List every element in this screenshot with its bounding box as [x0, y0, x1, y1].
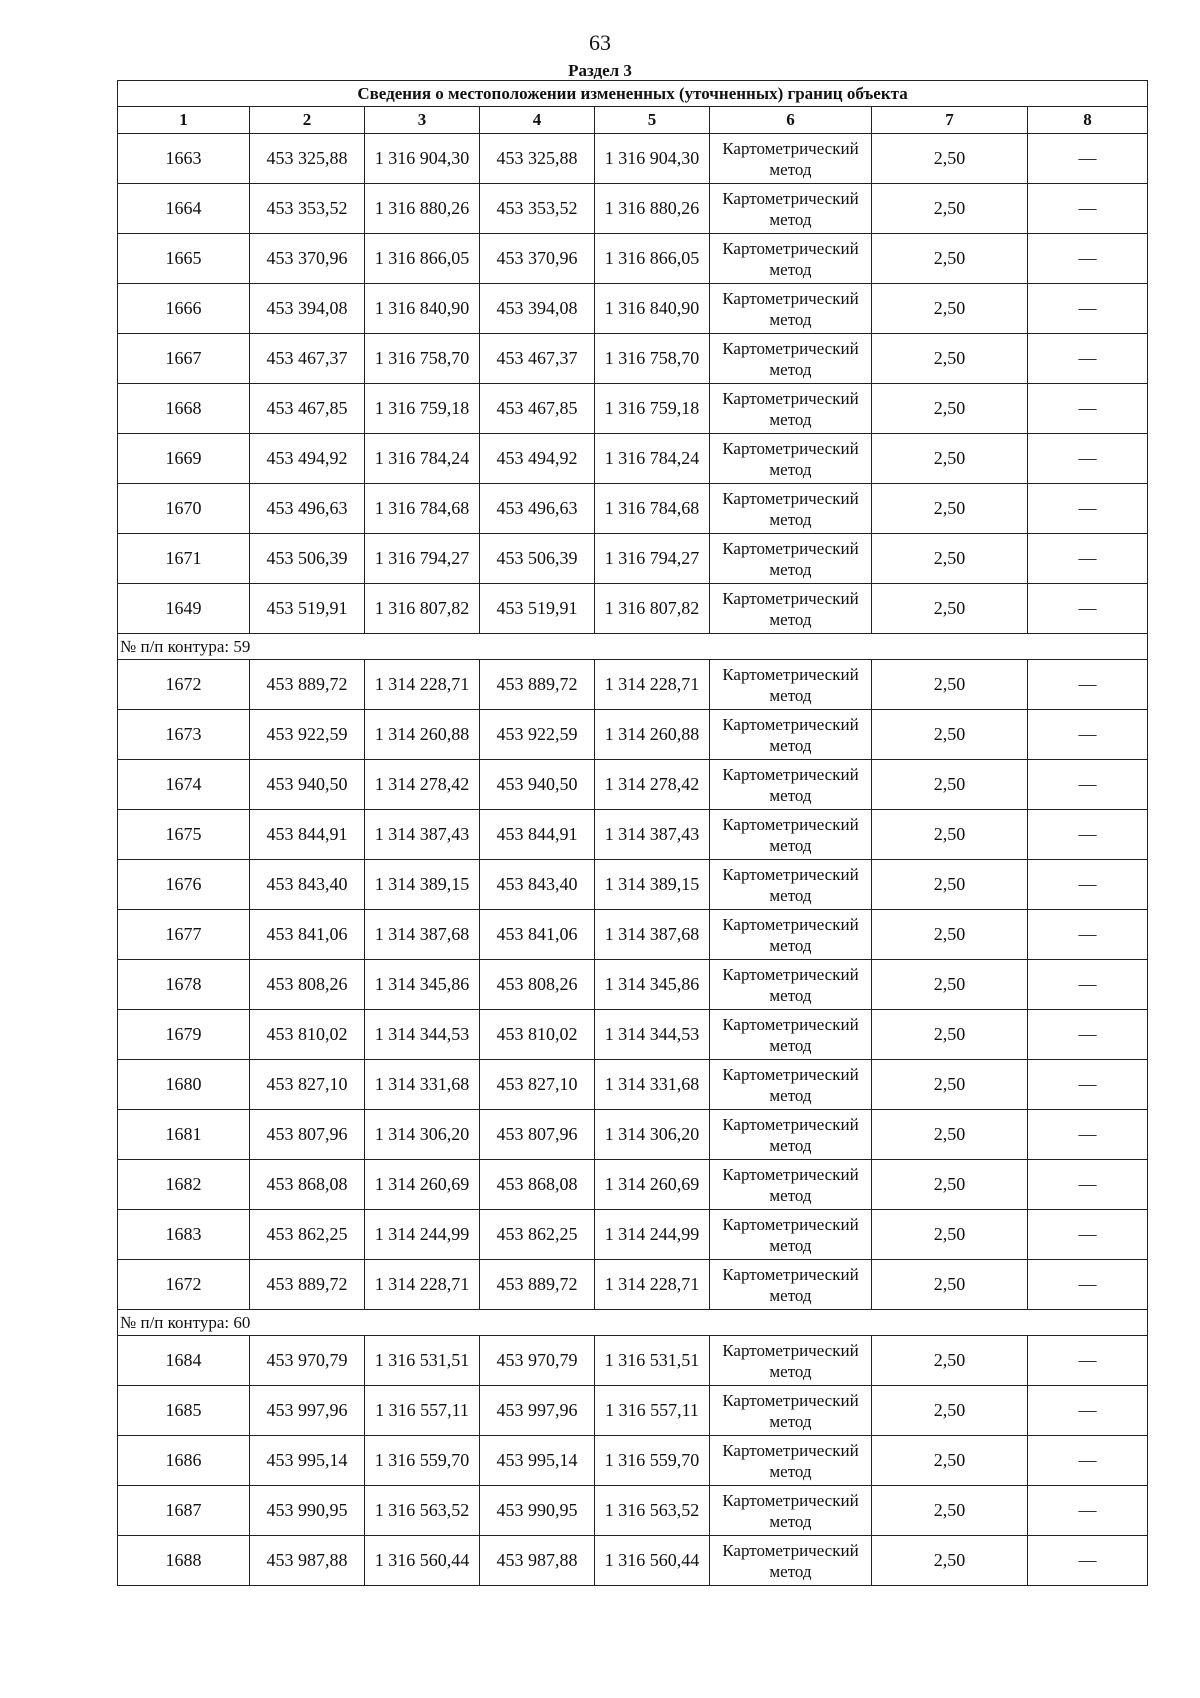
cell-method: Картометрический метод [710, 860, 872, 910]
cell-point-number: 1672 [118, 1260, 250, 1310]
cell-y-new: 1 314 331,68 [595, 1060, 710, 1110]
cell-y-new: 1 316 557,11 [595, 1386, 710, 1436]
cell-y-old: 1 314 228,71 [365, 1260, 480, 1310]
cell-description: — [1028, 384, 1148, 434]
column-header-1: 1 [118, 107, 250, 134]
table-row [118, 1486, 1148, 1536]
cell-x-new: 453 496,63 [480, 484, 595, 534]
cell-method: Картометрический метод [710, 910, 872, 960]
cell-method: Картометрический метод [710, 184, 872, 234]
cell-x-old: 453 467,85 [250, 384, 365, 434]
cell-y-old: 1 314 387,43 [365, 810, 480, 860]
cell-y-new: 1 316 784,68 [595, 484, 710, 534]
cell-x-new: 453 862,25 [480, 1210, 595, 1260]
table-row [118, 1260, 1148, 1310]
cell-method: Картометрический метод [710, 810, 872, 860]
cell-y-old: 1 316 759,18 [365, 384, 480, 434]
cell-point-number: 1668 [118, 384, 250, 434]
table-row [118, 910, 1148, 960]
table-row [118, 134, 1148, 184]
cell-y-old: 1 316 807,82 [365, 584, 480, 634]
cell-x-old: 453 353,52 [250, 184, 365, 234]
cell-x-new: 453 467,37 [480, 334, 595, 384]
cell-method: Картометрический метод [710, 1110, 872, 1160]
cell-x-old: 453 940,50 [250, 760, 365, 810]
table-row [118, 584, 1148, 634]
cell-description: — [1028, 584, 1148, 634]
cell-method: Картометрический метод [710, 1010, 872, 1060]
cell-y-new: 1 316 880,26 [595, 184, 710, 234]
cell-x-new: 453 519,91 [480, 584, 595, 634]
cell-point-number: 1669 [118, 434, 250, 484]
cell-x-new: 453 997,96 [480, 1386, 595, 1436]
cell-y-old: 1 314 260,88 [365, 710, 480, 760]
cell-y-old: 1 316 557,11 [365, 1386, 480, 1436]
column-header-2: 2 [250, 107, 365, 134]
cell-method: Картометрический метод [710, 1386, 872, 1436]
cell-method: Картометрический метод [710, 1060, 872, 1110]
cell-point-number: 1673 [118, 710, 250, 760]
cell-method: Картометрический метод [710, 384, 872, 434]
cell-x-new: 453 827,10 [480, 1060, 595, 1110]
cell-point-number: 1680 [118, 1060, 250, 1110]
cell-description: — [1028, 184, 1148, 234]
cell-x-new: 453 841,06 [480, 910, 595, 960]
cell-y-old: 1 314 306,20 [365, 1110, 480, 1160]
cell-x-new: 453 810,02 [480, 1010, 595, 1060]
cell-accuracy: 2,50 [872, 760, 1028, 810]
cell-x-new: 453 506,39 [480, 534, 595, 584]
table-row [118, 284, 1148, 334]
table-row [118, 760, 1148, 810]
cell-y-new: 1 316 784,24 [595, 434, 710, 484]
cell-point-number: 1667 [118, 334, 250, 384]
cell-y-old: 1 314 344,53 [365, 1010, 480, 1060]
cell-accuracy: 2,50 [872, 1486, 1028, 1536]
cell-y-old: 1 314 260,69 [365, 1160, 480, 1210]
cell-accuracy: 2,50 [872, 534, 1028, 584]
cell-description: — [1028, 1536, 1148, 1586]
cell-x-new: 453 370,96 [480, 234, 595, 284]
cell-accuracy: 2,50 [872, 484, 1028, 534]
cell-method: Картометрический метод [710, 660, 872, 710]
cell-method: Картометрический метод [710, 284, 872, 334]
cell-accuracy: 2,50 [872, 860, 1028, 910]
cell-y-new: 1 314 260,88 [595, 710, 710, 760]
cell-description: — [1028, 860, 1148, 910]
cell-y-new: 1 314 244,99 [595, 1210, 710, 1260]
cell-x-old: 453 970,79 [250, 1336, 365, 1386]
table-row [118, 534, 1148, 584]
cell-accuracy: 2,50 [872, 334, 1028, 384]
contour-label: № п/п контура: 59 [118, 634, 1148, 660]
cell-y-new: 1 316 794,27 [595, 534, 710, 584]
cell-y-old: 1 314 331,68 [365, 1060, 480, 1110]
cell-description: — [1028, 484, 1148, 534]
table-row [118, 1060, 1148, 1110]
cell-description: — [1028, 434, 1148, 484]
cell-x-new: 453 995,14 [480, 1436, 595, 1486]
cell-y-new: 1 316 758,70 [595, 334, 710, 384]
coordinates-table-container [117, 80, 1147, 1586]
cell-accuracy: 2,50 [872, 234, 1028, 284]
cell-point-number: 1687 [118, 1486, 250, 1536]
cell-accuracy: 2,50 [872, 584, 1028, 634]
cell-method: Картометрический метод [710, 484, 872, 534]
cell-y-new: 1 316 531,51 [595, 1336, 710, 1386]
cell-description: — [1028, 1110, 1148, 1160]
table-row [118, 660, 1148, 710]
cell-y-new: 1 314 228,71 [595, 660, 710, 710]
column-header-row [118, 107, 1148, 134]
cell-y-new: 1 314 345,86 [595, 960, 710, 1010]
cell-accuracy: 2,50 [872, 1260, 1028, 1310]
cell-method: Картометрический метод [710, 1210, 872, 1260]
cell-y-new: 1 316 840,90 [595, 284, 710, 334]
cell-method: Картометрический метод [710, 760, 872, 810]
cell-accuracy: 2,50 [872, 660, 1028, 710]
cell-y-new: 1 314 387,68 [595, 910, 710, 960]
cell-description: — [1028, 334, 1148, 384]
table-row [118, 434, 1148, 484]
cell-accuracy: 2,50 [872, 1386, 1028, 1436]
cell-point-number: 1670 [118, 484, 250, 534]
cell-x-new: 453 843,40 [480, 860, 595, 910]
table-title: Сведения о местоположении измененных (уточненных) границ объекта [118, 81, 1148, 107]
table-title-row [118, 81, 1148, 107]
page-number: 63 [589, 30, 611, 55]
cell-x-new: 453 889,72 [480, 1260, 595, 1310]
table-row [118, 234, 1148, 284]
cell-x-old: 453 467,37 [250, 334, 365, 384]
table-row [118, 1210, 1148, 1260]
cell-y-new: 1 314 387,43 [595, 810, 710, 860]
cell-point-number: 1685 [118, 1386, 250, 1436]
cell-y-old: 1 314 387,68 [365, 910, 480, 960]
cell-accuracy: 2,50 [872, 134, 1028, 184]
cell-method: Картометрический метод [710, 1486, 872, 1536]
cell-x-old: 453 843,40 [250, 860, 365, 910]
cell-method: Картометрический метод [710, 534, 872, 584]
cell-x-old: 453 862,25 [250, 1210, 365, 1260]
cell-x-new: 453 494,92 [480, 434, 595, 484]
cell-accuracy: 2,50 [872, 910, 1028, 960]
table-row [118, 1386, 1148, 1436]
cell-y-new: 1 314 389,15 [595, 860, 710, 910]
cell-point-number: 1671 [118, 534, 250, 584]
table-row [118, 1436, 1148, 1486]
cell-method: Картометрический метод [710, 584, 872, 634]
column-header-5: 5 [595, 107, 710, 134]
cell-x-new: 453 394,08 [480, 284, 595, 334]
cell-x-new: 453 940,50 [480, 760, 595, 810]
cell-x-old: 453 844,91 [250, 810, 365, 860]
cell-x-old: 453 808,26 [250, 960, 365, 1010]
cell-y-new: 1 314 228,71 [595, 1260, 710, 1310]
cell-x-old: 453 889,72 [250, 1260, 365, 1310]
table-row [118, 1110, 1148, 1160]
cell-y-new: 1 314 306,20 [595, 1110, 710, 1160]
cell-point-number: 1666 [118, 284, 250, 334]
cell-accuracy: 2,50 [872, 434, 1028, 484]
cell-x-new: 453 990,95 [480, 1486, 595, 1536]
cell-point-number: 1678 [118, 960, 250, 1010]
cell-accuracy: 2,50 [872, 1160, 1028, 1210]
cell-y-new: 1 316 563,52 [595, 1486, 710, 1536]
cell-point-number: 1688 [118, 1536, 250, 1586]
cell-x-new: 453 987,88 [480, 1536, 595, 1586]
contour-label: № п/п контура: 60 [118, 1310, 1148, 1336]
cell-description: — [1028, 234, 1148, 284]
cell-point-number: 1664 [118, 184, 250, 234]
cell-y-old: 1 316 904,30 [365, 134, 480, 184]
table-row [118, 1336, 1148, 1386]
cell-accuracy: 2,50 [872, 1536, 1028, 1586]
cell-description: — [1028, 660, 1148, 710]
cell-x-old: 453 889,72 [250, 660, 365, 710]
cell-y-new: 1 316 560,44 [595, 1536, 710, 1586]
cell-accuracy: 2,50 [872, 384, 1028, 434]
cell-description: — [1028, 1160, 1148, 1210]
cell-x-new: 453 467,85 [480, 384, 595, 434]
cell-description: — [1028, 710, 1148, 760]
cell-y-new: 1 314 260,69 [595, 1160, 710, 1210]
column-header-3: 3 [365, 107, 480, 134]
cell-method: Картометрический метод [710, 334, 872, 384]
cell-x-old: 453 494,92 [250, 434, 365, 484]
cell-x-old: 453 995,14 [250, 1436, 365, 1486]
cell-y-old: 1 314 228,71 [365, 660, 480, 710]
cell-x-old: 453 394,08 [250, 284, 365, 334]
cell-point-number: 1683 [118, 1210, 250, 1260]
cell-accuracy: 2,50 [872, 710, 1028, 760]
cell-accuracy: 2,50 [872, 810, 1028, 860]
cell-x-old: 453 922,59 [250, 710, 365, 760]
cell-description: — [1028, 1336, 1148, 1386]
cell-point-number: 1684 [118, 1336, 250, 1386]
cell-accuracy: 2,50 [872, 1336, 1028, 1386]
cell-y-old: 1 316 880,26 [365, 184, 480, 234]
cell-point-number: 1672 [118, 660, 250, 710]
cell-description: — [1028, 960, 1148, 1010]
cell-y-old: 1 314 389,15 [365, 860, 480, 910]
cell-point-number: 1675 [118, 810, 250, 860]
cell-y-new: 1 314 344,53 [595, 1010, 710, 1060]
cell-y-new: 1 316 866,05 [595, 234, 710, 284]
cell-method: Картометрический метод [710, 1160, 872, 1210]
cell-y-new: 1 316 559,70 [595, 1436, 710, 1486]
table-row [118, 334, 1148, 384]
cell-description: — [1028, 760, 1148, 810]
cell-y-old: 1 316 794,27 [365, 534, 480, 584]
cell-method: Картометрический метод [710, 710, 872, 760]
cell-point-number: 1665 [118, 234, 250, 284]
table-row [118, 1536, 1148, 1586]
cell-x-new: 453 889,72 [480, 660, 595, 710]
cell-y-new: 1 316 807,82 [595, 584, 710, 634]
cell-y-old: 1 316 784,24 [365, 434, 480, 484]
cell-description: — [1028, 1210, 1148, 1260]
cell-x-new: 453 844,91 [480, 810, 595, 860]
cell-method: Картометрический метод [710, 434, 872, 484]
cell-method: Картометрический метод [710, 1336, 872, 1386]
cell-x-new: 453 808,26 [480, 960, 595, 1010]
table-body [118, 81, 1148, 1586]
cell-point-number: 1676 [118, 860, 250, 910]
cell-y-new: 1 314 278,42 [595, 760, 710, 810]
cell-description: — [1028, 1060, 1148, 1110]
table-row [118, 184, 1148, 234]
cell-y-old: 1 316 559,70 [365, 1436, 480, 1486]
cell-method: Картометрический метод [710, 1536, 872, 1586]
cell-accuracy: 2,50 [872, 960, 1028, 1010]
cell-method: Картометрический метод [710, 134, 872, 184]
table-row [118, 810, 1148, 860]
cell-y-old: 1 316 560,44 [365, 1536, 480, 1586]
cell-y-new: 1 316 904,30 [595, 134, 710, 184]
table-row [118, 1010, 1148, 1060]
table-row [118, 710, 1148, 760]
cell-x-new: 453 325,88 [480, 134, 595, 184]
cell-point-number: 1686 [118, 1436, 250, 1486]
cell-point-number: 1677 [118, 910, 250, 960]
cell-accuracy: 2,50 [872, 1110, 1028, 1160]
cell-x-old: 453 827,10 [250, 1060, 365, 1110]
cell-x-old: 453 868,08 [250, 1160, 365, 1210]
cell-x-old: 453 325,88 [250, 134, 365, 184]
cell-x-old: 453 987,88 [250, 1536, 365, 1586]
cell-point-number: 1674 [118, 760, 250, 810]
cell-y-old: 1 316 784,68 [365, 484, 480, 534]
cell-x-old: 453 810,02 [250, 1010, 365, 1060]
cell-y-old: 1 314 345,86 [365, 960, 480, 1010]
cell-method: Картометрический метод [710, 960, 872, 1010]
cell-x-old: 453 807,96 [250, 1110, 365, 1160]
cell-accuracy: 2,50 [872, 1010, 1028, 1060]
cell-x-old: 453 370,96 [250, 234, 365, 284]
cell-point-number: 1649 [118, 584, 250, 634]
table-row [118, 384, 1148, 434]
coordinates-table [117, 80, 1148, 1586]
cell-y-old: 1 316 563,52 [365, 1486, 480, 1536]
cell-x-old: 453 506,39 [250, 534, 365, 584]
contour-row [118, 634, 1148, 660]
column-header-8: 8 [1028, 107, 1148, 134]
cell-method: Картометрический метод [710, 1436, 872, 1486]
cell-description: — [1028, 1486, 1148, 1536]
cell-x-new: 453 922,59 [480, 710, 595, 760]
cell-x-new: 453 868,08 [480, 1160, 595, 1210]
cell-accuracy: 2,50 [872, 1060, 1028, 1110]
cell-description: — [1028, 1010, 1148, 1060]
table-row [118, 960, 1148, 1010]
cell-x-new: 453 807,96 [480, 1110, 595, 1160]
cell-accuracy: 2,50 [872, 1210, 1028, 1260]
cell-accuracy: 2,50 [872, 284, 1028, 334]
cell-x-old: 453 841,06 [250, 910, 365, 960]
cell-accuracy: 2,50 [872, 1436, 1028, 1486]
column-header-4: 4 [480, 107, 595, 134]
cell-description: — [1028, 1260, 1148, 1310]
column-header-6: 6 [710, 107, 872, 134]
cell-description: — [1028, 1436, 1148, 1486]
cell-y-old: 1 316 758,70 [365, 334, 480, 384]
cell-description: — [1028, 1386, 1148, 1436]
cell-point-number: 1663 [118, 134, 250, 184]
column-header-7: 7 [872, 107, 1028, 134]
table-row [118, 860, 1148, 910]
cell-x-old: 453 997,96 [250, 1386, 365, 1436]
cell-point-number: 1681 [118, 1110, 250, 1160]
cell-method: Картометрический метод [710, 1260, 872, 1310]
cell-x-old: 453 990,95 [250, 1486, 365, 1536]
cell-x-old: 453 519,91 [250, 584, 365, 634]
cell-x-new: 453 970,79 [480, 1336, 595, 1386]
cell-y-old: 1 314 278,42 [365, 760, 480, 810]
cell-y-old: 1 316 840,90 [365, 284, 480, 334]
table-row [118, 1160, 1148, 1210]
section-title: Раздел 3 [568, 61, 632, 80]
table-row [118, 484, 1148, 534]
cell-description: — [1028, 910, 1148, 960]
cell-accuracy: 2,50 [872, 184, 1028, 234]
cell-description: — [1028, 810, 1148, 860]
cell-x-new: 453 353,52 [480, 184, 595, 234]
cell-y-old: 1 316 531,51 [365, 1336, 480, 1386]
cell-point-number: 1679 [118, 1010, 250, 1060]
cell-description: — [1028, 284, 1148, 334]
cell-y-old: 1 314 244,99 [365, 1210, 480, 1260]
cell-description: — [1028, 134, 1148, 184]
cell-y-new: 1 316 759,18 [595, 384, 710, 434]
cell-y-old: 1 316 866,05 [365, 234, 480, 284]
contour-row [118, 1310, 1148, 1336]
cell-description: — [1028, 534, 1148, 584]
cell-point-number: 1682 [118, 1160, 250, 1210]
cell-x-old: 453 496,63 [250, 484, 365, 534]
cell-method: Картометрический метод [710, 234, 872, 284]
